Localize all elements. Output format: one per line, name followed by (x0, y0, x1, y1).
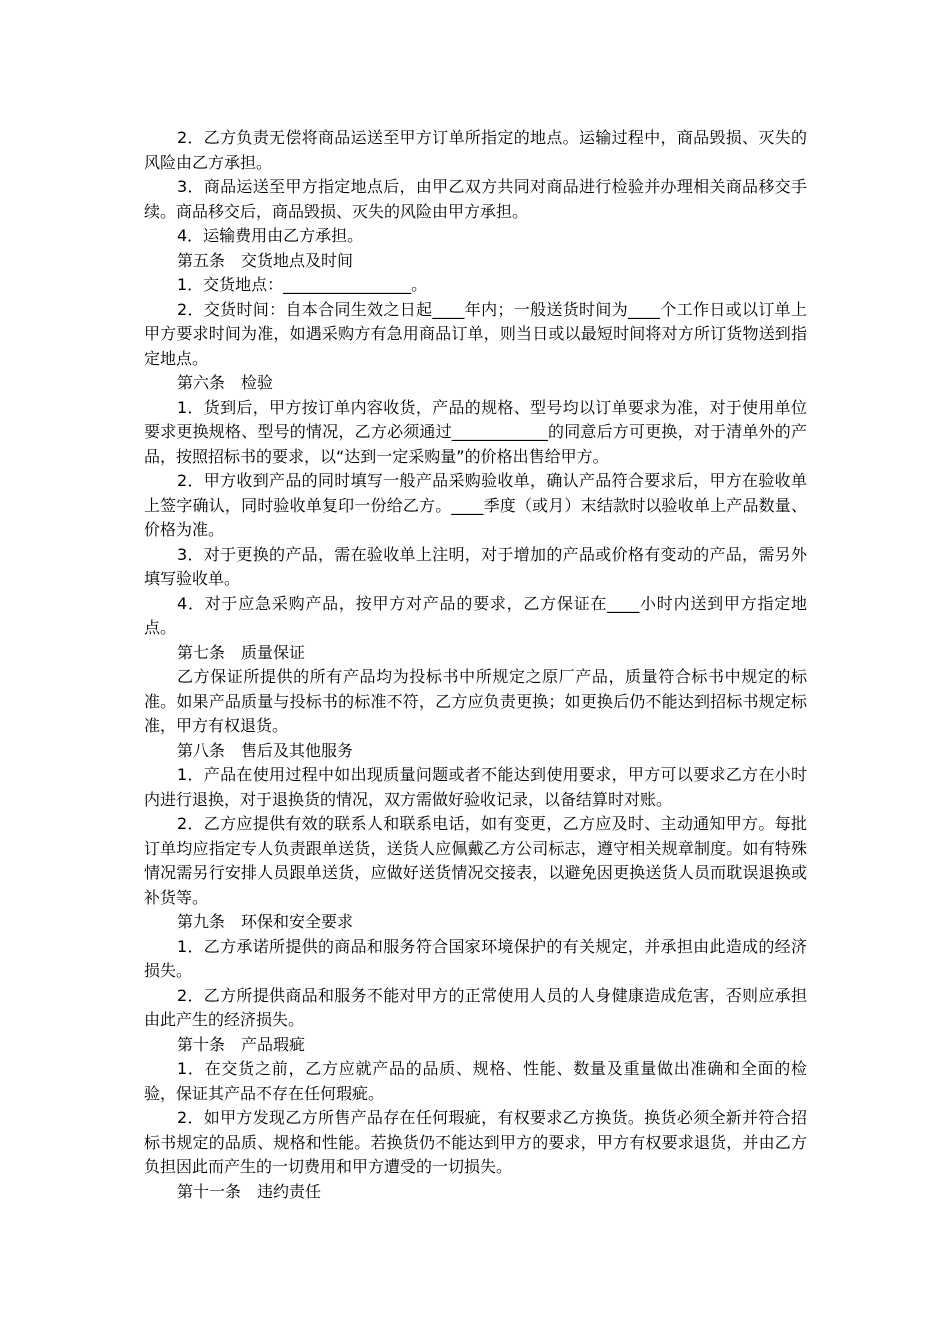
article-7-heading: 第七条 质量保证 (177, 642, 306, 662)
article-8-item-2: 2．乙方应提供有效的联系人和联系电话，如有变更，乙方应及时、主动通知甲方。每批订单均应指定专人负责跟单送货，送货人应佩戴乙方公司标志，遵守相关规章制度。如有特殊情况需另行安排人员跟单送货，应做好送货情况交接表，以避免因更换送货人员而耽误退换或补货等。 (144, 814, 807, 907)
article-10-item-2: 2．如甲方发现乙方所售产品存在任何瑕疵，有权要求乙方换货。换货必须全新并符合招标书规定的品质、规格和性能。若换货仍不能达到甲方的要求，甲方有权要求退货，并由乙方负担因此而产生的一切费用和甲方遭受的一切损失。 (144, 1108, 807, 1176)
article-6-item-1: 1．货到后，甲方按订单内容收货，产品的规格、型号均以订单要求为准，对于使用单位要求更换规格、型号的情况，乙方必须通过____________的同意后方可更换，对于清单外的产品，按照招标书的要求，以“达到一定采购量”的价格出售给甲方。 (144, 397, 807, 466)
article-10-heading: 第十条 产品瑕疵 (177, 1034, 306, 1054)
article-10-item-1: 1．在交货之前，乙方应就产品的品质、规格、性能、数量及重量做出准确和全面的检验，保证其产品不存在任何瑕疵。 (144, 1059, 807, 1103)
article-9-item-2: 2．乙方所提供商品和服务不能对甲方的正常使用人员的人身健康造成危害，否则应承担由此产生的经济损失。 (144, 985, 807, 1029)
article-5-item-1: 1．交货地点：________________。 (177, 275, 428, 294)
article-7-body: 乙方保证所提供的所有产品均为投标书中所规定之原厂产品，质量符合标书中规定的标准。如果产品质量与投标书的标准不符，乙方应负责更换；如更换后仍不能达到招标书规定标准，甲方有权退货。 (144, 667, 807, 735)
article-8-item-1: 1．产品在使用过程中如出现质量问题或者不能达到使用要求，甲方可以要求乙方在小时内进行退换，对于退换货的情况，双方需做好验收记录，以备结算时对账。 (144, 765, 807, 809)
article-9-item-1: 1．乙方承诺所提供的商品和服务符合国家环境保护的有关规定，并承担由此造成的经济损失。 (144, 936, 807, 980)
clause-4-item-3: 3．商品运送至甲方指定地点后，由甲乙双方共同对商品进行检验并办理相关商品移交手续。商品移交后，商品毁损、灭失的风险由甲方承担。 (144, 177, 807, 221)
article-11-heading: 第十一条 违约责任 (177, 1181, 322, 1201)
clause-4-item-2: 2．乙方负责无偿将商品运送至甲方订单所指定的地点。运输过程中，商品毁损、灭失的风险由乙方承担。 (144, 128, 807, 172)
article-6-item-4: 4．对于应急采购产品，按甲方对产品的要求，乙方保证在____小时内送到甲方指定地点。 (144, 593, 807, 637)
article-5-heading: 第五条 交货地点及时间 (177, 250, 354, 270)
article-6-item-3: 3．对于更换的产品，需在验收单上注明，对于增加的产品或价格有变动的产品，需另外填写验收单。 (144, 544, 807, 588)
article-6-item-2: 2．甲方收到产品的同时填写一般产品采购验收单，确认产品符合要求后，甲方在验收单上签字确认，同时验收单复印一份给乙方。____季度（或月）末结款时以验收单上产品数量、价格为准。 (144, 471, 807, 539)
clause-4-item-4: 4．运输费用由乙方承担。 (177, 226, 364, 245)
article-9-heading: 第九条 环保和安全要求 (177, 912, 354, 931)
article-5-item-2: 2．交货时间：自本合同生效之日起____年内；一般送货时间为____个工作日或以订单上甲方要求时间为准，如遇采购方有急用商品订单，则当日或以最短时间将对方所订货物送到指定地点。 (144, 299, 807, 368)
article-6-heading: 第六条 检验 (177, 373, 274, 392)
contract-body (144, 126, 807, 1204)
article-8-heading: 第八条 售后及其他服务 (177, 740, 354, 760)
